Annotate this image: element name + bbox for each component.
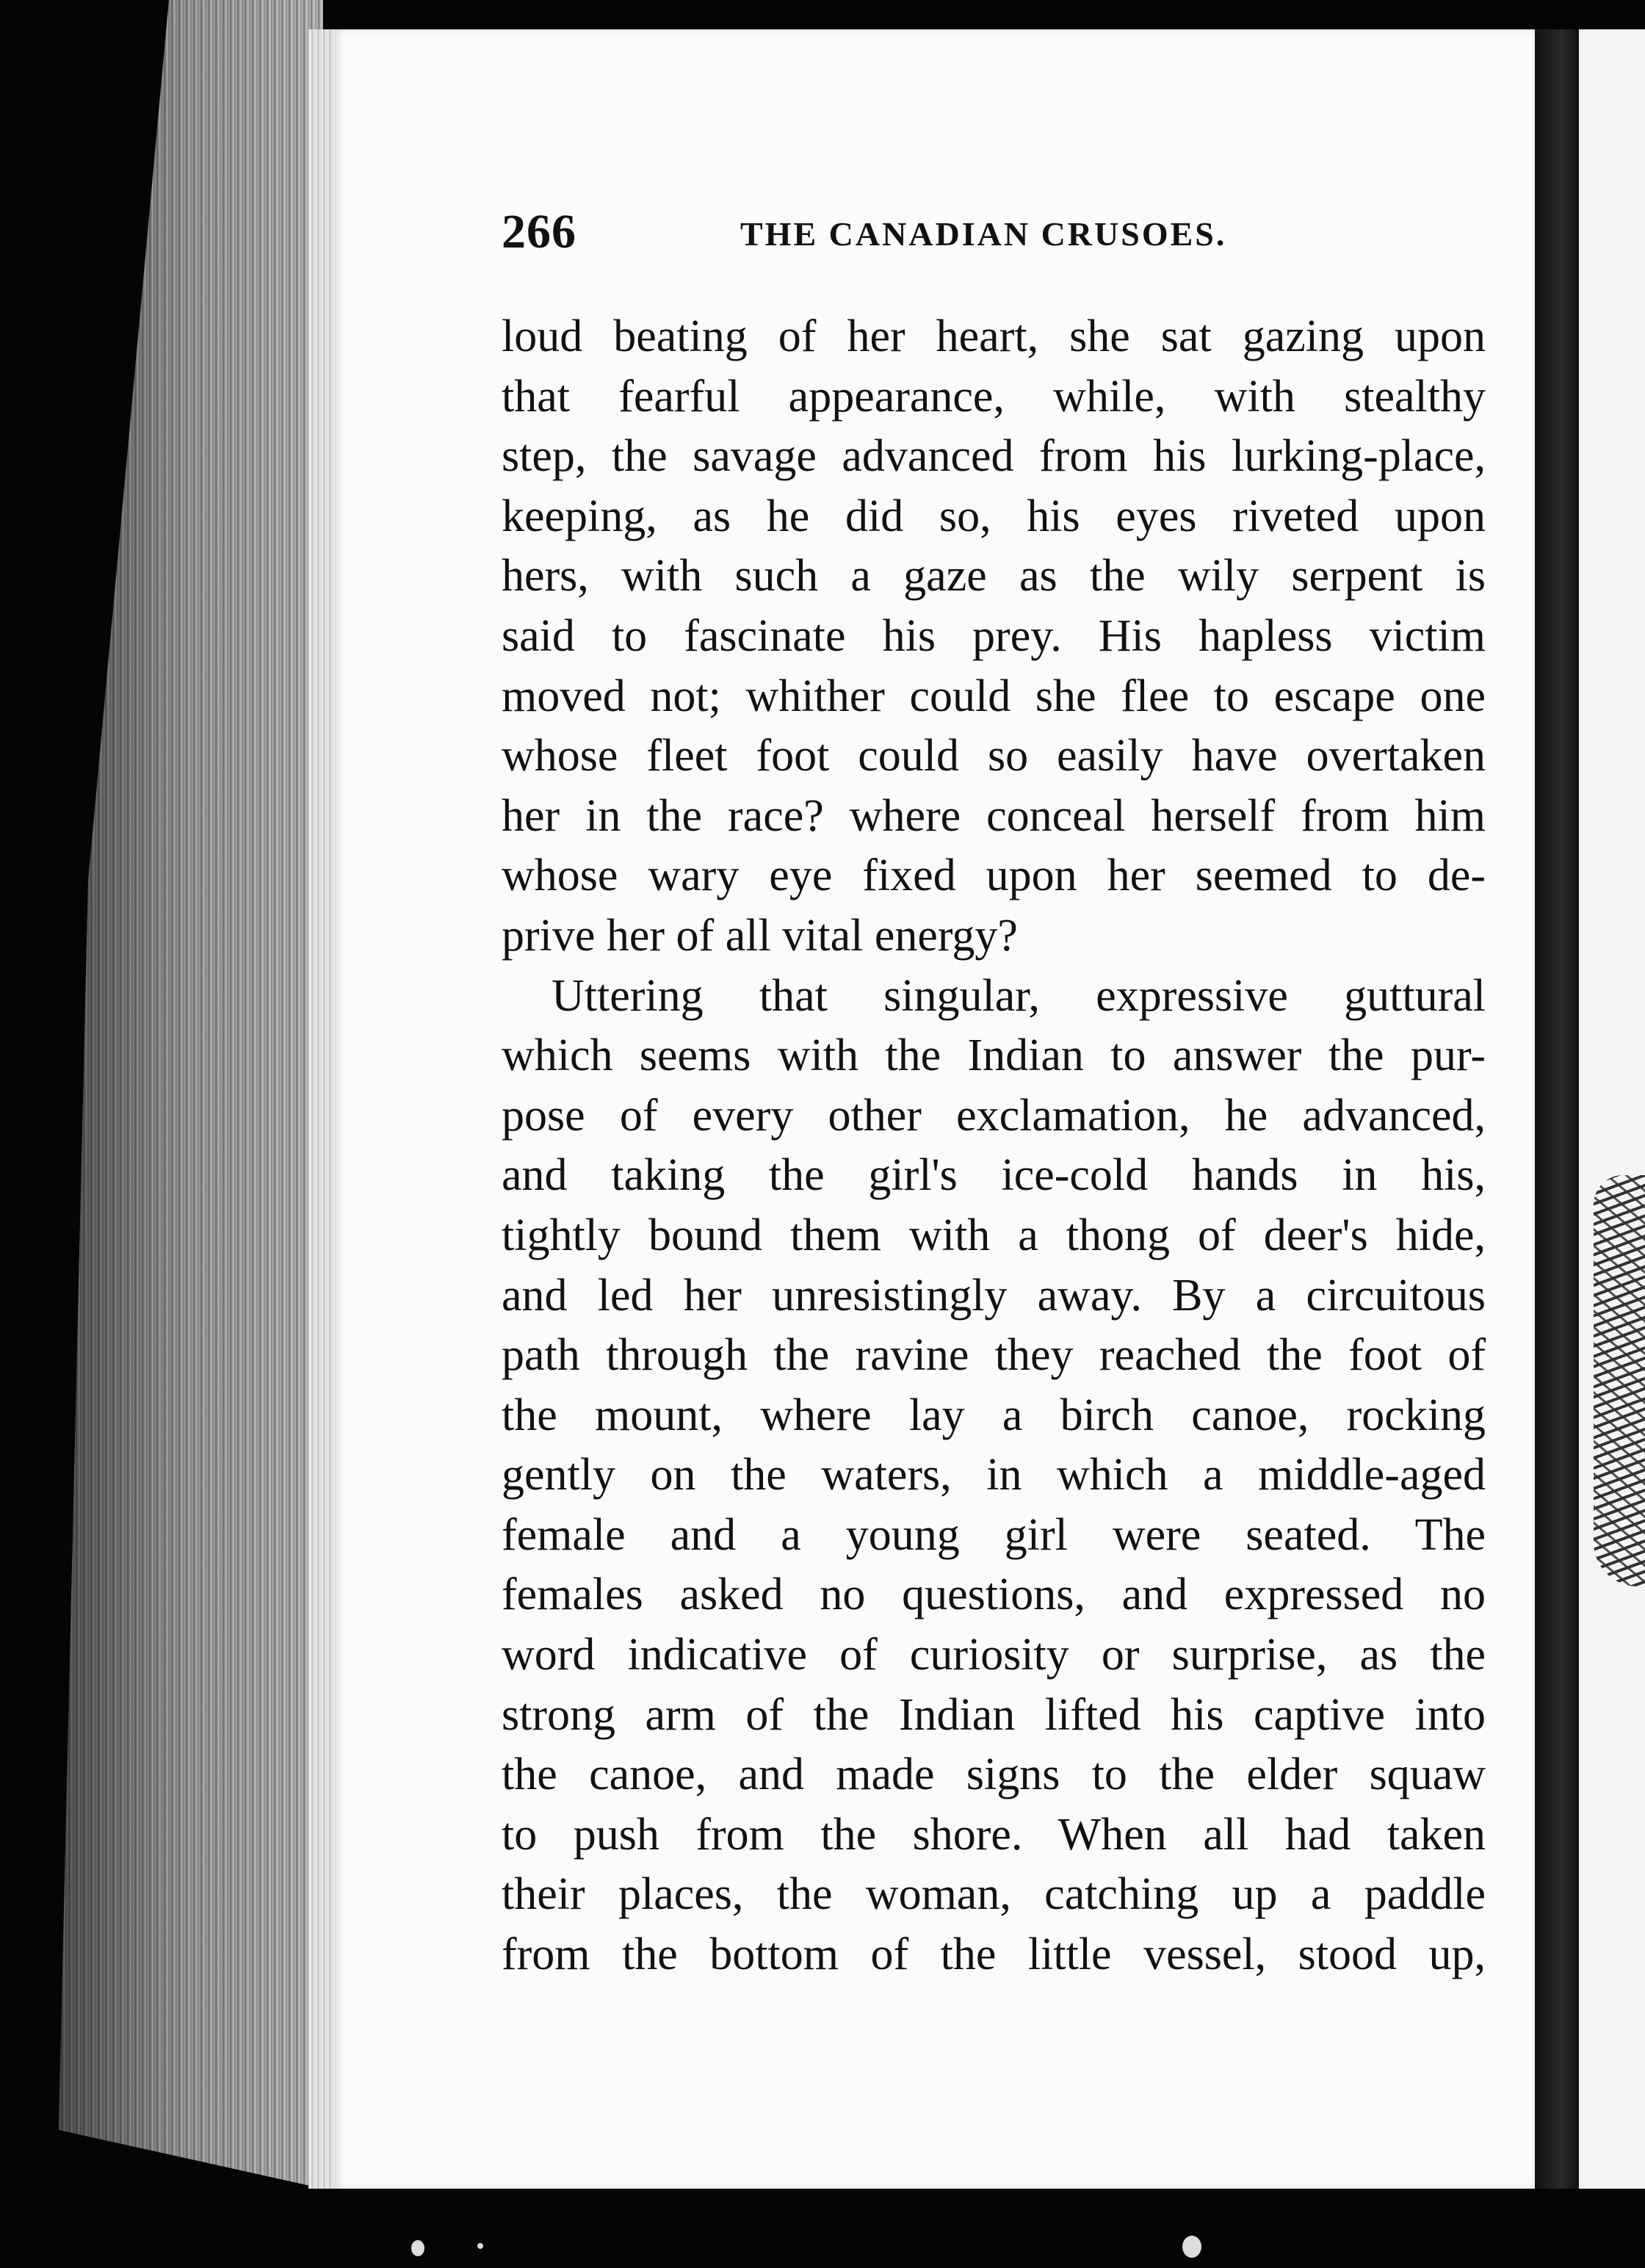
page-edge-shadow — [59, 0, 323, 2189]
book-title: THE CANADIAN CRUSOES. — [740, 215, 1227, 253]
text-line: to push from the shore. When all had taken — [502, 1809, 1486, 1860]
text-line: said to fascinate his prey. His hapless victim — [502, 610, 1486, 661]
text-line: female and a young girl were seated. The — [502, 1509, 1486, 1560]
book-gutter — [1535, 29, 1579, 2189]
text-line: tightly bound them with a thong of deer's hide, — [502, 1210, 1486, 1260]
facing-page-sliver — [1579, 29, 1645, 2189]
text-line: that fearful appearance, while, with stealthy — [502, 371, 1486, 422]
paragraph-2 — [502, 967, 1486, 1985]
text-line: keeping, as he did so, his eyes riveted upon — [502, 491, 1486, 541]
text-line: Uttering that singular, expressive guttural — [552, 970, 1486, 1021]
text-line: strong arm of the Indian lifted his captive into — [502, 1689, 1486, 1740]
body-text — [502, 307, 1486, 1985]
running-head — [502, 204, 1526, 270]
text-line: whose fleet foot could so easily have overtaken — [502, 731, 1486, 781]
text-line: and taking the girl's ice-cold hands in his, — [502, 1150, 1486, 1201]
text-line: females asked no questions, and expressed no — [502, 1570, 1486, 1620]
text-line: from the bottom of the little vessel, stood up, — [502, 1929, 1486, 1980]
text-line: loud beating of her heart, she sat gazing upon — [502, 311, 1486, 361]
text-line: and led her unresistingly away. By a circuitous — [502, 1270, 1486, 1321]
text-line: whose wary eye fixed upon her seemed to de- — [502, 850, 1486, 901]
text-line: pose of every other exclamation, he advanced, — [502, 1090, 1486, 1141]
text-line: gently on the waters, in which a middle-aged — [502, 1450, 1486, 1500]
facing-page-illustration-fragment — [1594, 1175, 1645, 1586]
text-line: prive her of all vital energy? — [502, 910, 1018, 961]
text-line: step, the savage advanced from his lurking-place, — [502, 431, 1486, 482]
page-number: 266 — [502, 205, 576, 259]
inner-page-edges — [308, 29, 338, 2189]
text-line: the mount, where lay a birch canoe, rocking — [502, 1390, 1486, 1440]
text-line: which seems with the Indian to answer the pur- — [502, 1030, 1486, 1081]
text-line: word indicative of curiosity or surprise, as the — [502, 1630, 1486, 1680]
scan-dust-specks — [411, 2233, 1219, 2262]
text-line: her in the race? where conceal herself from him — [502, 790, 1486, 841]
text-line: their places, the woman, catching up a paddle — [502, 1869, 1486, 1920]
text-line: path through the ravine they reached the foot of — [502, 1330, 1486, 1381]
book-page — [334, 29, 1535, 2189]
text-line: hers, with such a gaze as the wily serpent is — [502, 551, 1486, 602]
text-line: moved not; whither could she flee to escape one — [502, 671, 1486, 721]
paragraph-1 — [502, 307, 1486, 967]
text-line: the canoe, and made signs to the elder squaw — [502, 1749, 1486, 1800]
